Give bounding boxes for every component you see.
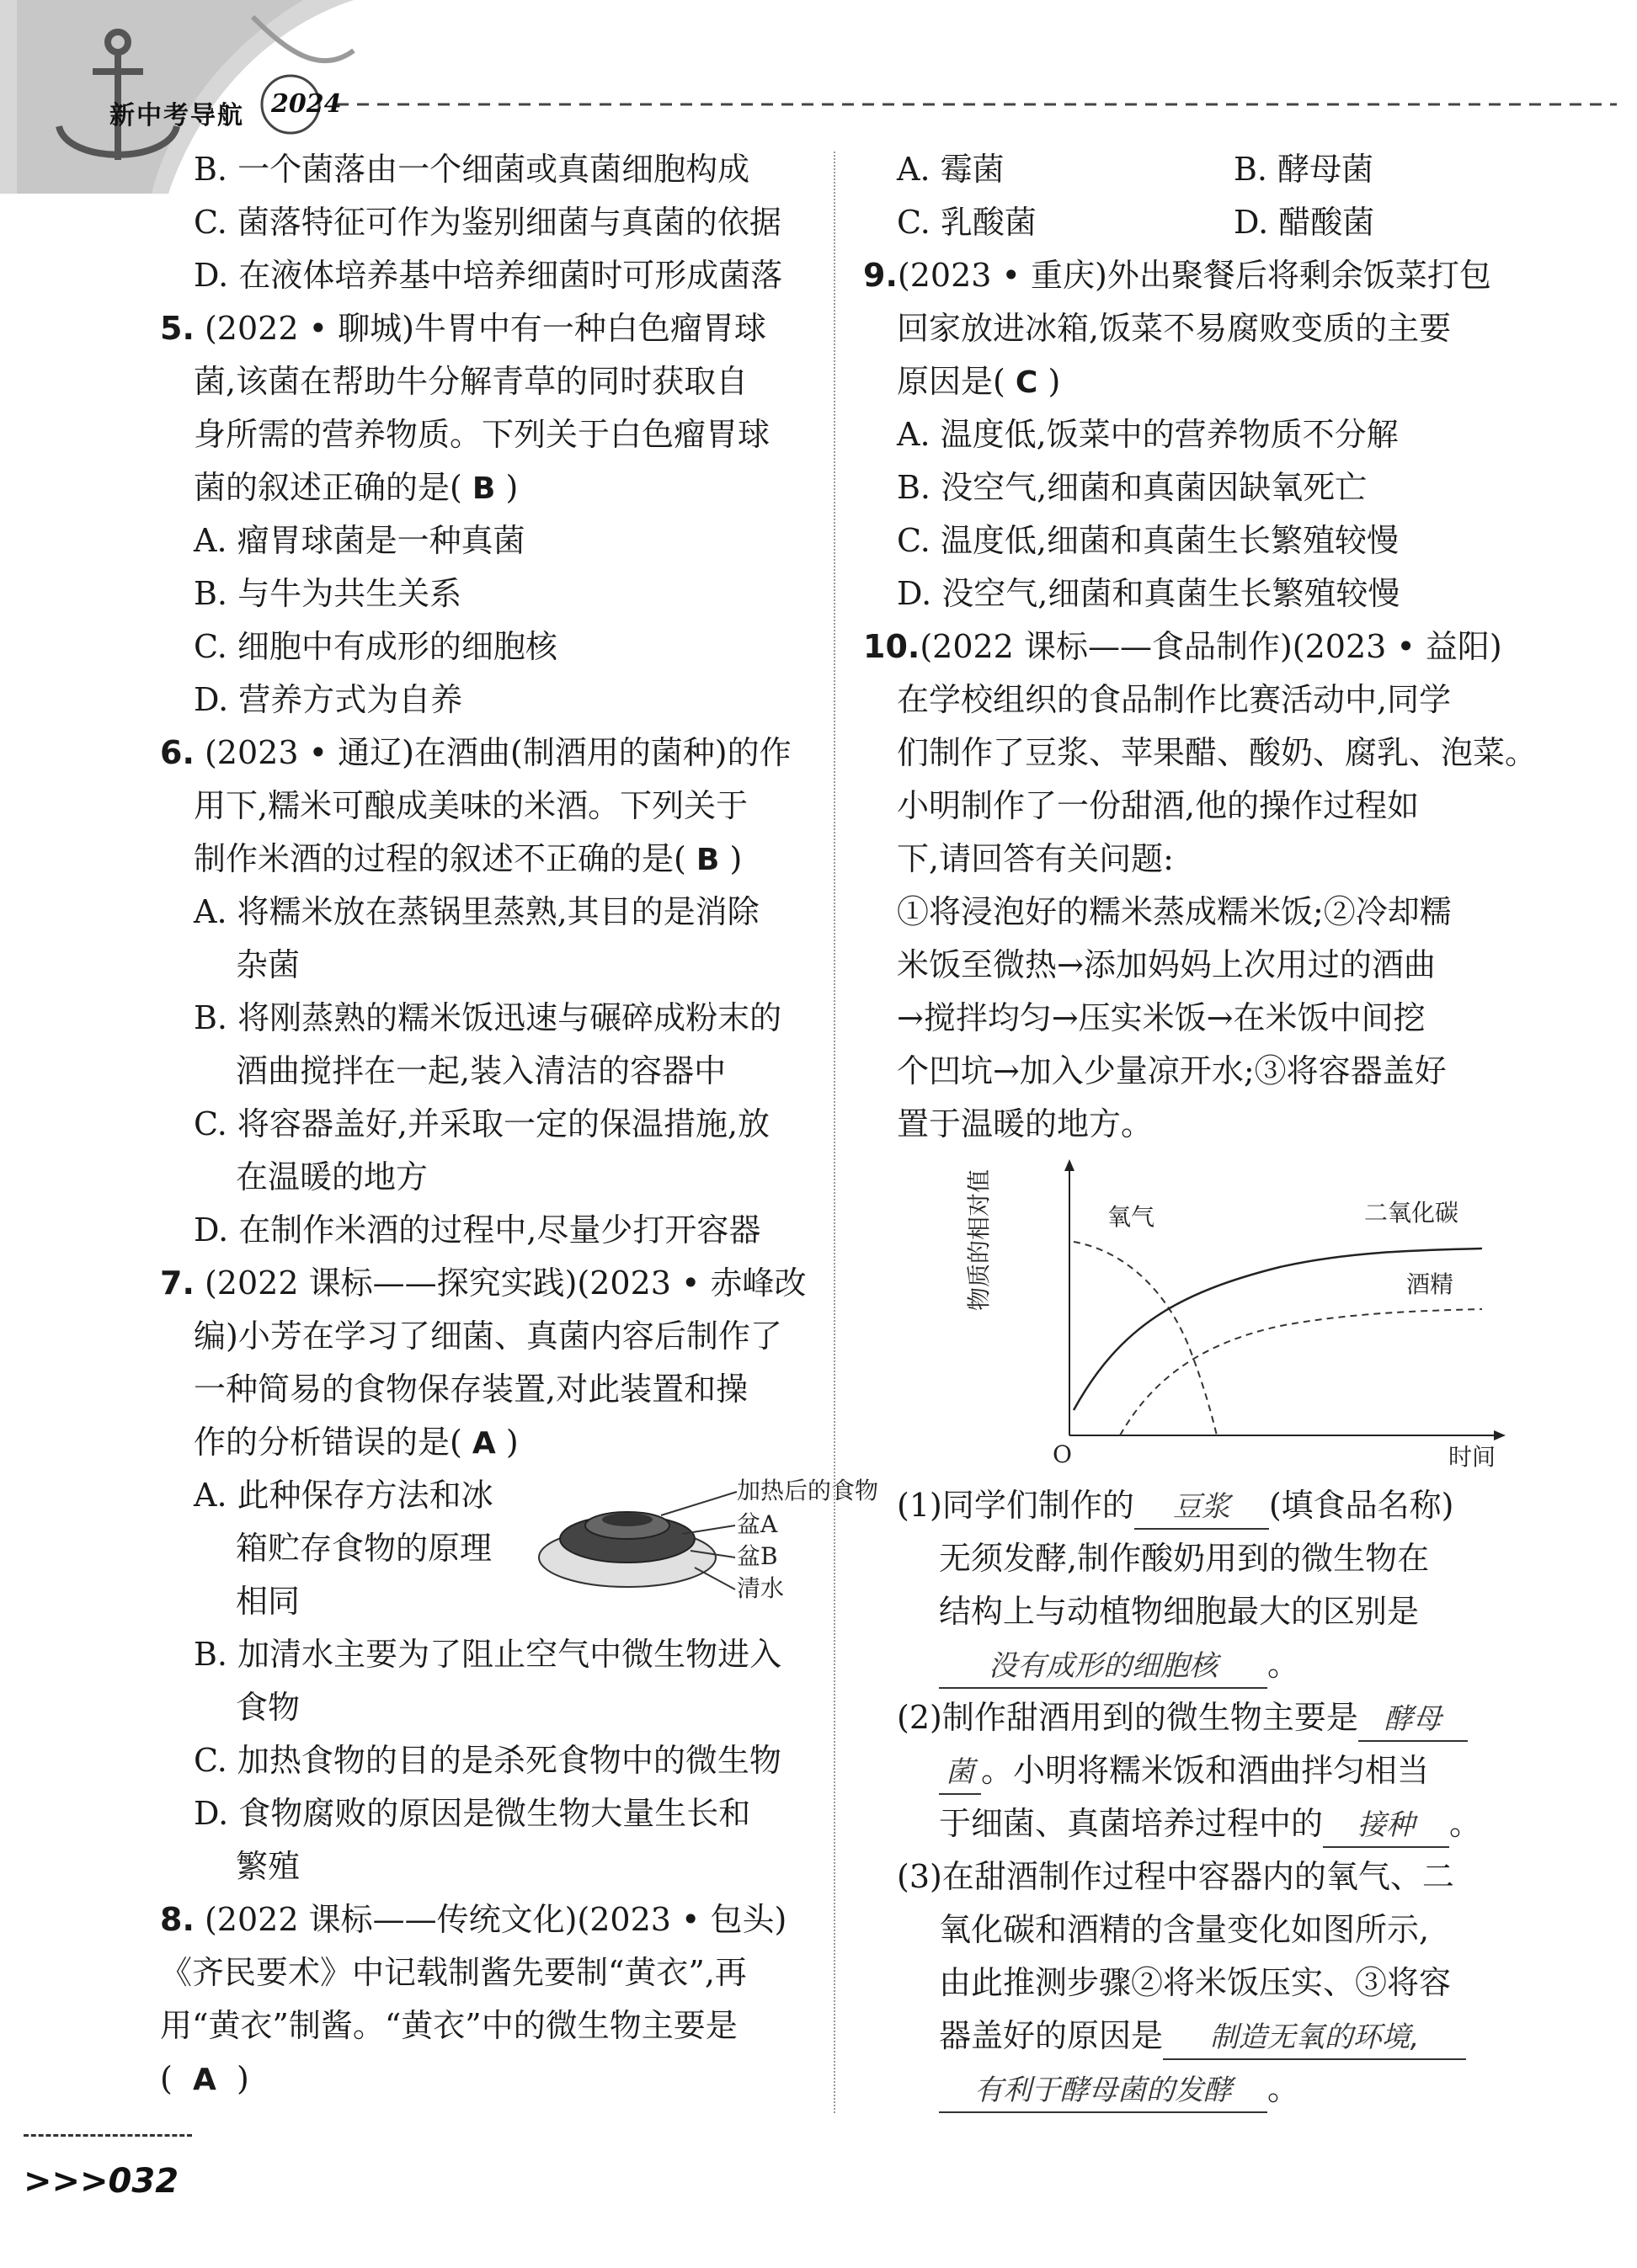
q10-sub3-line: 氧化碳和酒精的含量变化如图所示, [939,1911,1430,1948]
q10-line: (2022 课标——食品制作)(2023 • 益阳) [920,628,1502,665]
series-oxygen [1074,1242,1217,1435]
q9-line: (2023 • 重庆)外出聚餐后将剩余饭菜打包 [897,257,1491,294]
q8-close: ) [237,2060,249,2097]
q7-stem [160,1257,825,1310]
q10-sub1-line: 无须发酵,制作酸奶用到的微生物在 [939,1540,1430,1577]
q10-line: 米饭至微热→添加妈妈上次用过的酒曲 [897,946,1436,983]
q8-line: (2022 课标——传统文化)(2023 • 包头) [204,1901,787,1938]
q10-fill-inoculate: 接种 [1323,1804,1449,1848]
q9-answer: C [1015,365,1038,400]
q5-line: 身所需的营养物质。下列关于白色瘤胃球 [194,416,771,453]
y-axis-arrow [1064,1159,1074,1171]
q10-line: 小明制作了一份甜酒,他的操作过程如 [897,787,1420,824]
left-column [160,143,825,2106]
q8-option-c: C. 乳酸菌 [897,204,1037,241]
x-axis-label: 时间 [1448,1443,1496,1471]
q7-answer: A [472,1426,496,1461]
q9-line-text: 原因是( [897,363,1005,400]
q10-sub3-line [863,2063,1537,2116]
q4-option-b: B. 一个菌落由一个细菌或真菌细胞构成 [194,151,750,188]
q7-option-a: A. 此种保存方法和冰 [194,1477,493,1514]
q6-option-cont: 酒曲搅拌在一起,装入清洁的容器中 [236,1052,727,1089]
q9-option: A. 温度低,饭菜中的营养物质不分解 [897,416,1399,453]
q6-option: D. 在制作米酒的过程中,尽量少打开容器 [194,1211,761,1248]
q5-close: ) [505,469,519,506]
q10-line: 下,请回答有关问题: [897,840,1174,877]
q7-line [160,1416,825,1469]
q6-line: (2023 • 通辽)在酒曲(制酒用的菌种)的作 [204,734,792,771]
q5-stem [160,302,825,355]
q6-stem [160,727,825,780]
q10-sub2-text: (2)制作甜酒用到的微生物主要是 [897,1699,1358,1736]
q7-option-cont: 食物 [236,1689,301,1726]
right-column [863,143,1537,2116]
figure-label-basin-b: 盆B [737,1542,778,1570]
q10-fill-reason-1: 制造无氧的环境, [1163,2016,1466,2060]
q7-option-a-cont: 相同 [236,1583,301,1620]
q10-sub3-line: 由此推测步骤②将米饭压实、③将容 [939,1964,1452,2001]
q8-option-b: B. 酵母菌 [1234,151,1374,188]
q8-line: 用“黄衣”制酱。“黄衣”中的微生物主要是 [160,2007,738,2044]
q10-chart [965,1158,1516,1471]
legend-co2: 二氧化碳 [1364,1199,1459,1227]
q7-option: B. 加清水主要为了阻止空气中微生物进入 [194,1636,782,1673]
q7-close: ) [505,1424,519,1461]
q5-option: C. 细胞中有成形的细胞核 [194,628,557,665]
q7-option: C. 加热食物的目的是杀死食物中的微生物 [194,1742,781,1779]
q10-stem [863,620,1537,673]
q6-option: C. 将容器盖好,并采取一定的保温措施,放 [194,1105,771,1142]
q7-option-a-cont: 箱贮存食物的原理 [236,1530,493,1567]
q10-sub3-end: 。 [1267,2070,1300,2107]
q7-line: 一种简易的食物保存装置,对此装置和操 [194,1371,749,1408]
figure-label-basin-a: 盆A [737,1510,778,1538]
q8-option-d: D. 醋酸菌 [1234,204,1375,241]
q8-open: ( [160,2060,173,2097]
q6-option: B. 将刚蒸熟的糯米饭迅速与碾碎成粉末的 [194,999,782,1036]
q5-answer: B [472,471,496,506]
q9-stem [863,249,1537,302]
q10-sub2-line [863,1797,1537,1850]
q10-sub2-end: 。 [1449,1805,1482,1842]
q5-line [160,461,825,514]
q8-answer-line [160,2052,825,2106]
q6-line-text: 制作米酒的过程的叙述不正确的是( [194,840,686,877]
q8-number: 8. [160,1901,195,1938]
q9-option: D. 没空气,细菌和真菌生长繁殖较慢 [897,575,1400,612]
q4-option-d: D. 在液体培养基中培养细菌时可形成菌落 [194,257,783,294]
q10-fill-reason-2: 有利于酵母菌的发酵 [939,2069,1267,2113]
q8-stem [160,1893,825,1946]
q9-line [863,355,1537,408]
q6-number: 6. [160,734,195,771]
q10-sub3: (3)在甜酒制作过程中容器内的氧气、二 [897,1858,1454,1895]
q10-line: 置于温暖的地方。 [897,1105,1154,1142]
q9-line: 回家放进冰箱,饭菜不易腐败变质的主要 [897,310,1452,347]
q10-fill-food: 豆浆 [1134,1486,1269,1530]
q10-sub1 [863,1479,1537,1532]
series-alcohol [1120,1309,1482,1435]
q10-line: →搅拌均匀→压实米饭→在米饭中间挖 [897,999,1426,1036]
q6-line: 用下,糯米可酿成美味的米酒。下列关于 [194,787,749,824]
y-axis-label: 物质的相对值 [965,1169,993,1311]
q6-option-cont: 杂菌 [236,946,301,983]
figure-label-water: 清水 [737,1574,785,1602]
q10-fill-microbe-cont: 菌 [939,1751,981,1795]
header-year: 2024 [271,89,342,119]
q6-line [160,833,825,886]
origin-label: O [1053,1440,1072,1468]
footer-divider [24,2134,192,2137]
page-number-text: 032 [108,2162,179,2201]
q10-sub2-line [863,1744,1537,1797]
q10-line: 们制作了豆浆、苹果醋、酸奶、腐乳、泡菜。 [897,734,1538,771]
column-divider [834,152,835,2113]
q8-option-a: A. 霉菌 [897,151,1005,188]
q7-line: 编)小芳在学习了细菌、真菌内容后制作了 [194,1318,782,1355]
q5-line: 菌,该菌在帮助牛分解青草的同时获取自 [194,363,749,400]
q10-line: ①将浸泡好的糯米蒸成糯米饭;②冷却糯 [897,893,1452,930]
x-axis-arrow [1494,1430,1506,1440]
q7-line: (2022 课标——探究实践)(2023 • 赤峰改 [204,1264,807,1302]
q10-fill-structure: 没有成形的细胞核 [939,1645,1267,1689]
q5-line-text: 菌的叙述正确的是( [194,469,462,506]
page-number [24,2162,179,2201]
q9-option: B. 没空气,细菌和真菌因缺氧死亡 [897,469,1368,506]
q9-option: C. 温度低,细菌和真菌生长繁殖较慢 [897,522,1399,559]
q4-option-c: C. 菌落特征可作为鉴别细菌与真菌的依据 [194,204,781,241]
q7-number: 7. [160,1264,195,1302]
q10-sub2-text: 。小明将糯米饭和酒曲拌匀相当 [981,1752,1430,1789]
q10-sub2-text: 于细菌、真菌培养过程中的 [939,1805,1324,1842]
q10-line: 个凹坑→加入少量凉开水;③将容器盖好 [897,1052,1447,1089]
q5-option: B. 与牛为共生关系 [194,575,462,612]
q7-line-text: 作的分析错误的是( [194,1424,462,1461]
figure-label-food: 加热后的食物 [737,1477,879,1504]
q10-fill-microbe: 酵母 [1358,1698,1468,1742]
q7-option: D. 食物腐败的原因是微生物大量生长和 [194,1795,751,1832]
q6-answer: B [696,843,720,877]
food-storage-figure [535,1473,879,1602]
q10-sub2 [863,1691,1537,1744]
q6-close: ) [729,840,743,877]
q6-option: A. 将糯米放在蒸锅里蒸熟,其目的是消除 [194,893,760,930]
q10-sub1-line [863,1638,1537,1691]
q8-options-row [863,143,1537,196]
q8-options-row [863,196,1537,249]
q9-close: ) [1048,363,1061,400]
q10-sub1-text: (1)同学们制作的 [897,1487,1134,1524]
q9-number: 9. [863,257,898,294]
q10-sub1-line: 结构上与动植物细胞最大的区别是 [939,1593,1420,1630]
q5-option: A. 瘤胃球菌是一种真菌 [194,522,525,559]
q10-sub3-line [863,2010,1537,2063]
chevrons-icon: >>> [24,2162,109,2201]
q7-option-cont: 繁殖 [236,1848,301,1885]
q5-line: (2022 • 聊城)牛胃中有一种白色瘤胃球 [204,310,766,347]
q5-number: 5. [160,310,195,347]
q10-sub3-text: 器盖好的原因是 [939,2017,1164,2054]
q10-number: 10. [863,628,920,665]
q10-sub1-text: (填食品名称) [1268,1487,1454,1524]
q8-answer: A [193,2063,216,2097]
q5-option: D. 营养方式为自养 [194,681,463,718]
q6-option-cont: 在温暖的地方 [236,1158,429,1195]
legend-alcohol: 酒精 [1406,1270,1454,1298]
legend-oxygen: 氧气 [1107,1203,1155,1231]
q10-sub1-end: 。 [1267,1646,1300,1683]
header-title: 新中考导航 [109,101,244,130]
q10-line: 在学校组织的食品制作比赛活动中,同学 [897,681,1452,718]
q8-line: 《齐民要术》中记载制酱先要制“黄衣”,再 [160,1954,747,1991]
